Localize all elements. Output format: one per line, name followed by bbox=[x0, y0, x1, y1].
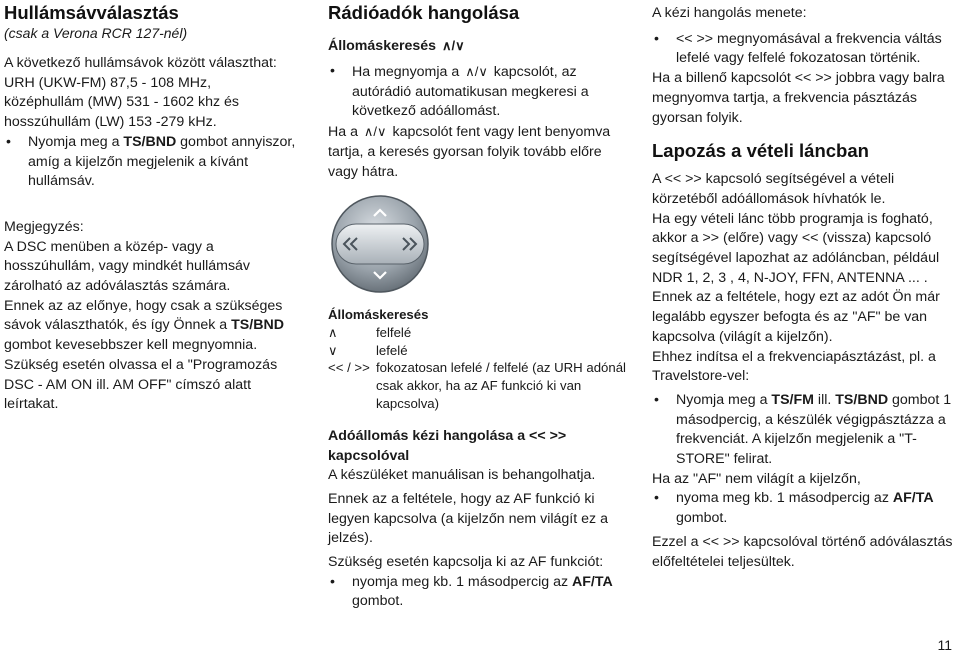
hold-search-text: Ha a ∧/∨ kapcsolót fent vagy lent benyomva tartja, a keresés gyorsan folyik tovább előre vagy hátra. bbox=[328, 124, 611, 180]
intro-line-3: középhullám (MW) 531 - 1602 khz és bbox=[4, 94, 239, 111]
column-2 bbox=[328, 0, 634, 612]
af-not-lit: Ha az "AF" nem világít a kijelzőn, bbox=[652, 470, 861, 487]
chain-browse-text: Ha egy vételi lánc több programja is fogható, akkor a >> (előre) vagy << (vissza) kapcsoló segítségével lapozhat az adóláncban, például NDR 1, 2, 3 , 4, N-JOY, FFN, ANTENNA ... . bbox=[652, 210, 940, 286]
start-scan-text: Ehhez indítsa el a frekvenciapásztázást, pl. a Travelstore-vel: bbox=[652, 348, 936, 385]
prerequisites-met: Ezzel a << >> kapcsolóval történő adóválasztás előfeltételei teljesültek. bbox=[652, 533, 953, 570]
advantage-text: Ennek az az előnye, hogy csak a szükséges sávok választhatók, és így Önnek a TS/BND gombot kevesebbszer kell megnyomnia. bbox=[4, 297, 284, 354]
bullet-press-tsbnd: • Nyomja meg a TS/BND gombot annyiszor, amíg a kijelzőn megjelenik a kívánt hullámsáv. bbox=[4, 133, 308, 192]
intro-line-2: URH (UKW-FM) 87,5 - 108 MHz, bbox=[4, 74, 212, 91]
heading-station-search: Állomáskeresés ∧/∨ bbox=[328, 38, 465, 54]
manual-intro: A kézi hangolás menete: bbox=[652, 5, 807, 21]
bullet-step-tuning: • << >> megnyomásával a frekvencia váltás lefelé vagy felfelé fokozatosan történik. bbox=[652, 30, 958, 69]
legend-list bbox=[328, 324, 634, 412]
legend-key-down: ∨ bbox=[328, 342, 338, 358]
hold-rocker-text: Ha a billenő kapcsolót << >> jobbra vagy balra megnyomva tartja, a frekvencia pásztázás gyorsan folyik. bbox=[652, 70, 945, 126]
bullet-auto-search: • Ha megnyomja a ∧/∨ kapcsolót, az autórádió automatikusan megkeresi a következő adóállomást. bbox=[328, 62, 634, 122]
page-number: 11 bbox=[937, 637, 952, 653]
subtitle-model-note: (csak a Verona RCR 127-nél) bbox=[4, 25, 188, 41]
legend-row-up: ∧ felfelé bbox=[328, 325, 412, 341]
chain-intro: A << >> kapcsoló segítségével a vételi körzetéből adóállomások hívhatók le. bbox=[652, 171, 895, 207]
af-off-instruction: Szükség esetén kapcsolja ki az AF funkciót: bbox=[328, 554, 604, 570]
legend-row-step: << / >> fokozatosan lefelé / felfelé (az URH adónál csak akkor, ha az AF funkció ki van kapcsolva) bbox=[328, 360, 626, 411]
rocker-switch-graphic bbox=[330, 194, 430, 294]
bullet-press-afta: • nyomja meg kb. 1 másodpercig az AF/TA gombot. bbox=[328, 573, 634, 612]
manual-text: A készüléket manuálisan is behangolhatja. bbox=[328, 467, 596, 484]
rocker-switch-illustration bbox=[330, 194, 430, 294]
note-text: A DSC menüben a közép- vagy a hosszúhullám, vagy mindkét hullámsáv zárolható az adóválasztás számára. bbox=[4, 238, 251, 295]
note-label: Megjegyzés: bbox=[4, 218, 84, 235]
legend-row-down: ∨ lefelé bbox=[328, 342, 408, 358]
heading-band-selection: Hullámsávválasztás bbox=[4, 2, 179, 23]
legend-key-up: ∧ bbox=[328, 325, 338, 341]
legend-key-step: << / >> bbox=[328, 360, 370, 376]
legend-title: Állomáskeresés bbox=[328, 307, 429, 323]
intro-line-4: hosszúhullám (LW) 153 -279 kHz. bbox=[4, 114, 217, 131]
reprogramming-note: Szükség esetén olvassa el a "Programozás DSC - AM ON ill. AM OFF" címszó alatt leírtakat. bbox=[4, 356, 278, 413]
bullet-travelstore: • Nyomja meg a TS/FM ill. TS/BND gombot 1 másodpercig, a készülék végigpásztázza a frekvenciát. A kijelzőn megjelenik a "T-STORE" felirat. bbox=[652, 391, 958, 470]
intro-line-1: A következő hullámsávok között választhat: bbox=[4, 55, 277, 71]
column-1 bbox=[4, 0, 308, 415]
chain-condition: Ennek az a feltétele, hogy ezt az adót Ön már legalább egyszer befogta és az "AF" be van kapcsolva (világít a kijelzőn). bbox=[652, 289, 940, 345]
heading-tuning: Rádióadók hangolása bbox=[328, 2, 520, 23]
heading-chain-browse: Lapozás a vételi láncban bbox=[652, 140, 869, 162]
column-3 bbox=[652, 0, 958, 572]
bullet-press-afta-2: • nyoma meg kb. 1 másodpercig az AF/TA gombot. bbox=[652, 489, 958, 528]
heading-manual-tuning: Adóállomás kézi hangolása a << >> kapcsolóval bbox=[328, 428, 567, 465]
condition-text: Ennek az a feltétele, hogy az AF funkció ki legyen kapcsolva (a kijelzőn nem világít ez a jelzés). bbox=[328, 490, 608, 547]
